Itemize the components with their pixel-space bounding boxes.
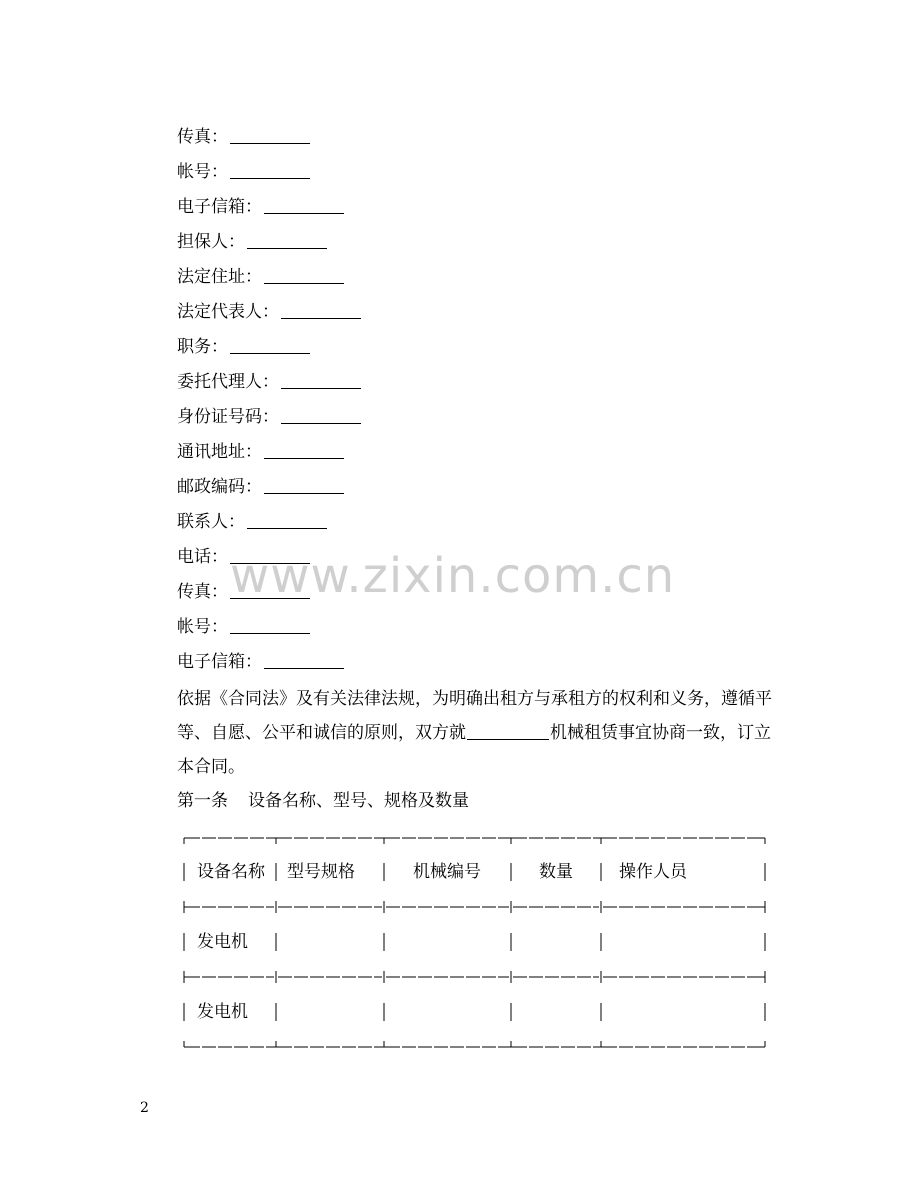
table-header-cell: 操作人员 bbox=[619, 862, 687, 882]
field-label: 法定住址： bbox=[177, 267, 262, 287]
field-label: 电子信箱： bbox=[177, 197, 262, 217]
table-header-cell: 数量 bbox=[539, 862, 573, 882]
field-label: 传真： bbox=[177, 582, 228, 602]
field-label: 传真： bbox=[177, 127, 228, 147]
field-label: 电话： bbox=[177, 547, 228, 567]
field-label: 帐号： bbox=[177, 162, 228, 182]
intro-text-part1: 依据《合同法》及有关法律法规，为明确出租方与承租方的权利和义务，遵循平等、自愿、公平和诚信的原则，双方就 bbox=[177, 689, 772, 743]
field-label: 联系人： bbox=[177, 512, 245, 532]
field-label: 担保人： bbox=[177, 232, 245, 252]
field-label: 法定代表人： bbox=[177, 302, 279, 322]
field-label: 邮政编码： bbox=[177, 477, 262, 497]
field-label: 委托代理人： bbox=[177, 372, 279, 392]
intro-text-part2: 机械租赁事宜协商一致，订立本合同。 bbox=[177, 723, 771, 777]
article-title: 设备名称、型号、规格及数量 bbox=[248, 791, 469, 811]
article-number: 第一条 bbox=[177, 791, 228, 811]
watermark: www.zixin.com.cn bbox=[230, 548, 676, 604]
table-cell: 发电机 bbox=[197, 1002, 248, 1022]
field-label: 通讯地址： bbox=[177, 442, 262, 462]
field-label: 身份证号码： bbox=[177, 407, 279, 427]
table-header-cell: 机械编号 bbox=[413, 862, 481, 882]
field-label: 帐号： bbox=[177, 617, 228, 637]
page-number: 2 bbox=[140, 1100, 149, 1116]
field-label: 电子信箱： bbox=[177, 652, 262, 672]
table-header-cell: 型号规格 bbox=[287, 862, 355, 882]
table-header-cell: 设备名称 bbox=[197, 862, 265, 882]
field-label: 职务： bbox=[177, 337, 228, 357]
table-cell: 发电机 bbox=[197, 932, 248, 952]
